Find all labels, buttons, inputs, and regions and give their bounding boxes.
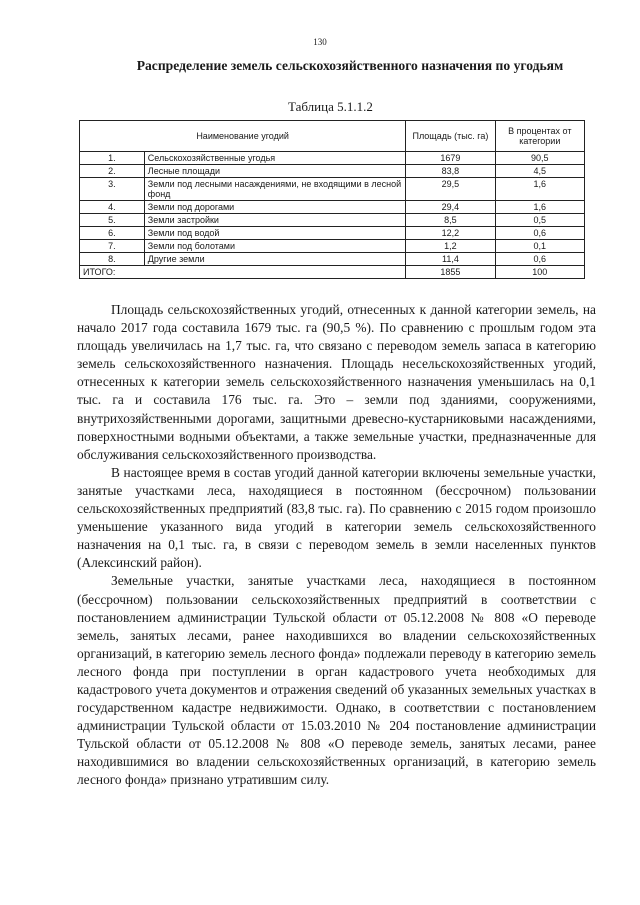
- row-number: 1.: [80, 152, 145, 165]
- header-percent: В процентах от категории: [495, 121, 584, 152]
- row-land-name: Земли застройки: [144, 214, 405, 227]
- table-row: [80, 178, 585, 201]
- row-number: 3.: [80, 178, 145, 201]
- table-row: [80, 201, 585, 214]
- row-percent: 0,6: [495, 227, 584, 240]
- row-land-name: Другие земли: [144, 253, 405, 266]
- total-label: ИТОГО:: [80, 266, 406, 279]
- row-area: 1,2: [406, 240, 495, 253]
- land-distribution-table: [79, 120, 585, 279]
- row-number: 2.: [80, 165, 145, 178]
- row-percent: 0,6: [495, 253, 584, 266]
- paragraph: Площадь сельскохозяйственных угодий, отнесенных к данной категории земель, на начало 2017 года составила 1679 тыс. га (90,5 %). По сравнению с прошлым годом эта площадь увеличилась на 1,7 тыс. га, что связано с переводом земель запаса в категорию земель сельскохозяйственного назначения. Площадь несельскохозяйственных угодий, отнесенных к категории земель сельскохозяйственного назначения уменьшилась на 0,1 тыс. га и составила 176 тыс. га. Это – земли под зданиями, сооружениями, внутрихозяйственными дорогами, защитными древесно-кустарниковыми насаждениями, поверхностными водными объектами, а также земельные участки, предназначенные для обслуживания сельскохозяйственного производства.: [77, 302, 596, 462]
- total-area: 1855: [406, 266, 495, 279]
- row-land-name: Земли под дорогами: [144, 201, 405, 214]
- row-land-name: Сельскохозяйственные угодья: [144, 152, 405, 165]
- section-title: Распределение земель сельскохозяйственного назначения по угодьям: [136, 58, 564, 73]
- row-number: 8.: [80, 253, 145, 266]
- table-row: [80, 214, 585, 227]
- row-percent: 1,6: [495, 178, 584, 201]
- paragraph: Земельные участки, занятые участками леса, находящиеся в постоянном (бессрочном) пользовании сельскохозяйственных предприятий в соответствии с постановлением администрации Тульской области от 05.12.2008 № 808 «О переводе земель, занятых лесами, ранее находившихся во владении сельскохозяйственных организаций, в категорию земель лесного фонда» подлежали переводу в категорию земель лесного фонда при поступлении в орган кадастрового учета необходимых для кадастрового учета документов и отражения сведений об указанных земельных участках в государственном кадастре недвижимости. Однако, в соответствии с постановлением администрации Тульской области от 15.03.2010 № 204 постановление администрации Тульской области от 05.12.2008 № 808 «О переводе земель, занятых лесами, ранее находившимися во владении сельскохозяйственных организаций, в категорию земель лесного фонда» признано утратившим силу.: [77, 573, 596, 788]
- row-area: 12,2: [406, 227, 495, 240]
- table-header-row: [80, 121, 585, 152]
- row-area: 29,5: [406, 178, 495, 201]
- table-row: [80, 253, 585, 266]
- row-number: 4.: [80, 201, 145, 214]
- table-row: [80, 165, 585, 178]
- row-percent: 0,5: [495, 214, 584, 227]
- table-row: [80, 240, 585, 253]
- row-percent: 1,6: [495, 201, 584, 214]
- table-row: [80, 152, 585, 165]
- row-area: 1679: [406, 152, 495, 165]
- row-number: 5.: [80, 214, 145, 227]
- header-area: Площадь (тыс. га): [406, 121, 495, 152]
- row-land-name: Земли под болотами: [144, 240, 405, 253]
- row-land-name: Земли под лесными насаждениями, не входящими в лесной фонд: [144, 178, 405, 201]
- page-number: 130: [313, 37, 327, 47]
- row-percent: 0,1: [495, 240, 584, 253]
- row-area: 8,5: [406, 214, 495, 227]
- row-percent: 90,5: [495, 152, 584, 165]
- total-percent: 100: [495, 266, 584, 279]
- row-number: 7.: [80, 240, 145, 253]
- row-percent: 4,5: [495, 165, 584, 178]
- row-area: 29,4: [406, 201, 495, 214]
- body-text: [77, 301, 596, 790]
- row-land-name: Земли под водой: [144, 227, 405, 240]
- row-number: 6.: [80, 227, 145, 240]
- row-area: 11,4: [406, 253, 495, 266]
- row-area: 83,8: [406, 165, 495, 178]
- paragraph: В настоящее время в состав угодий данной категории включены земельные участки, занятые участками леса, находящиеся в постоянном (бессрочном) пользовании сельскохозяйственных предприятий (83,8 тыс. га). По сравнению с 2015 годом произошло уменьшение указанного вида угодий в категории земель сельскохозяйственного назначения на 0,1 тыс. га, в связи с переводом земель в земли населенных пунктов (Алексинский район).: [77, 464, 596, 571]
- table-total-row: [80, 266, 585, 279]
- table-caption: Таблица 5.1.1.2: [288, 99, 373, 114]
- header-land-name: Наименование угодий: [80, 121, 406, 152]
- table-row: [80, 227, 585, 240]
- row-land-name: Лесные площади: [144, 165, 405, 178]
